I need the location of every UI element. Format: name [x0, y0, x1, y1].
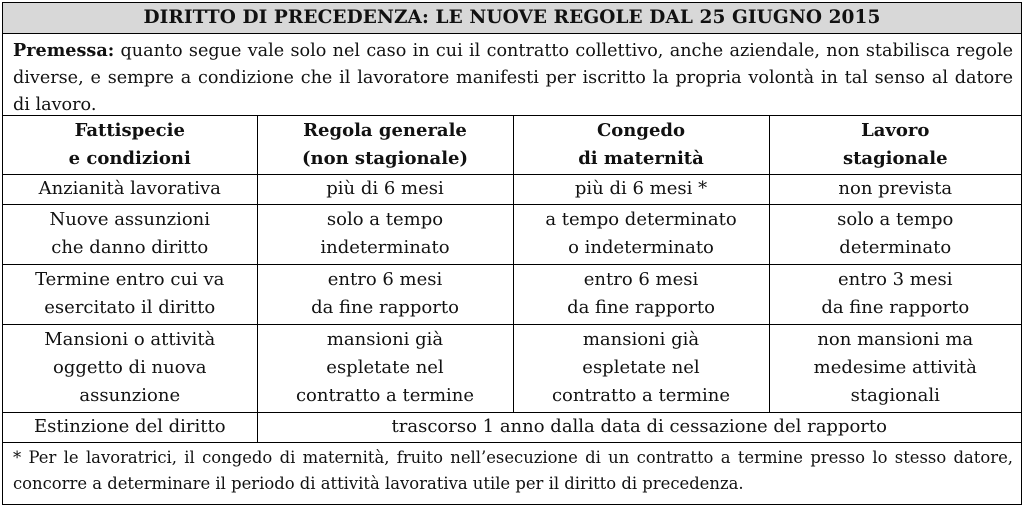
cell-line: Anzianità lavorativa: [38, 178, 221, 199]
cell-line: contratto a termine: [295, 385, 475, 406]
cell-line: non prevista: [838, 178, 953, 199]
cell-line: espletate nel: [582, 357, 700, 378]
header-row: [3, 116, 1021, 174]
row-label: [3, 324, 257, 412]
premise-text: quanto segue vale solo nel caso in cui il contratto collettivo, anche aziendale, non stabilisca regole diverse, e sempre a condizione che il lavoratore manifesti per iscritto la propria volontà in tal senso al datore di lavoro.: [13, 41, 1013, 115]
header-maternity-leave: [513, 116, 769, 174]
cell-line: oggetto di nuova: [53, 357, 207, 378]
table-cell: [257, 324, 513, 412]
table-cell: [513, 264, 769, 324]
footnote: * Per le lavoratrici, il congedo di maternità, fruito nell’esecuzione di un contratto a termine presso lo stesso datore, concorre a determinare il periodo di attività lavorativa utile per il diritto di precedenza.: [13, 447, 1013, 493]
cell-line: trascorso 1 anno dalla data di cessazione del rapporto: [391, 416, 887, 437]
cell-line: Estinzione del diritto: [33, 416, 226, 437]
cell-line: entro 6 mesi: [583, 269, 699, 290]
cell-line: Mansioni o attività: [44, 329, 216, 350]
table-cell: [257, 264, 513, 324]
table-cell: [257, 204, 513, 264]
cell-line: assunzione: [79, 385, 181, 406]
row-label: [3, 174, 257, 204]
table-row: [3, 264, 1021, 324]
document-table: [2, 2, 1022, 505]
premise-paragraph: [3, 34, 1021, 116]
table-row: [3, 412, 1021, 442]
cell-line: esercitato il diritto: [44, 297, 216, 318]
table-cell: [513, 204, 769, 264]
header-line: di maternità: [578, 147, 704, 169]
cell-line: o indeterminato: [568, 237, 714, 258]
table-cell: [769, 204, 1021, 264]
table-cell: [769, 324, 1021, 412]
header-line: stagionale: [842, 147, 948, 169]
cell-line: Nuove assunzioni: [49, 209, 211, 230]
cell-line: indeterminato: [320, 237, 450, 258]
cell-line: entro 6 mesi: [327, 269, 443, 290]
header-line: e condizioni: [68, 147, 191, 169]
row-label: [3, 204, 257, 264]
row-label: [3, 264, 257, 324]
cell-line: espletate nel: [326, 357, 444, 378]
cell-line: non mansioni ma: [817, 329, 974, 350]
header-line: Lavoro: [861, 119, 930, 141]
cell-line: più di 6 mesi: [326, 178, 444, 199]
header-general-rule: [257, 116, 513, 174]
header-line: (non stagionale): [301, 147, 469, 169]
cell-line: che danno diritto: [51, 237, 209, 258]
row-label: [3, 412, 257, 442]
header-line: Regola generale: [303, 119, 467, 141]
table-cell-merged: [257, 412, 1021, 442]
table-row: [3, 174, 1021, 204]
cell-line: determinato: [839, 237, 952, 258]
cell-line: medesime attività: [813, 357, 977, 378]
cell-line: più di 6 mesi *: [574, 178, 708, 199]
cell-line: da fine rapporto: [821, 297, 970, 318]
cell-line: solo a tempo: [837, 209, 954, 230]
cell-line: Termine entro cui va: [35, 269, 225, 290]
cell-line: stagionali: [850, 385, 940, 406]
cell-line: solo a tempo: [326, 209, 444, 230]
header-conditions: [3, 116, 257, 174]
cell-line: da fine rapporto: [567, 297, 715, 318]
rules-table: [3, 116, 1021, 443]
cell-line: mansioni già: [582, 329, 700, 350]
cell-line: da fine rapporto: [311, 297, 459, 318]
cell-line: mansioni già: [326, 329, 444, 350]
cell-line: a tempo determinato: [545, 209, 737, 230]
cell-line: entro 3 mesi: [837, 269, 953, 290]
premise-label: Premessa:: [13, 40, 115, 61]
table-cell: [513, 174, 769, 204]
header-seasonal-work: [769, 116, 1021, 174]
table-cell: [769, 264, 1021, 324]
table-row: [3, 204, 1021, 264]
header-line: Fattispecie: [74, 119, 185, 141]
header-line: Congedo: [596, 119, 686, 141]
page-title: DIRITTO DI PRECEDENZA: LE NUOVE REGOLE DAL 25 GIUGNO 2015: [3, 3, 1021, 34]
cell-line: contratto a termine: [551, 385, 731, 406]
table-cell: [513, 324, 769, 412]
table-row: [3, 324, 1021, 412]
table-cell: [769, 174, 1021, 204]
table-cell: [257, 174, 513, 204]
